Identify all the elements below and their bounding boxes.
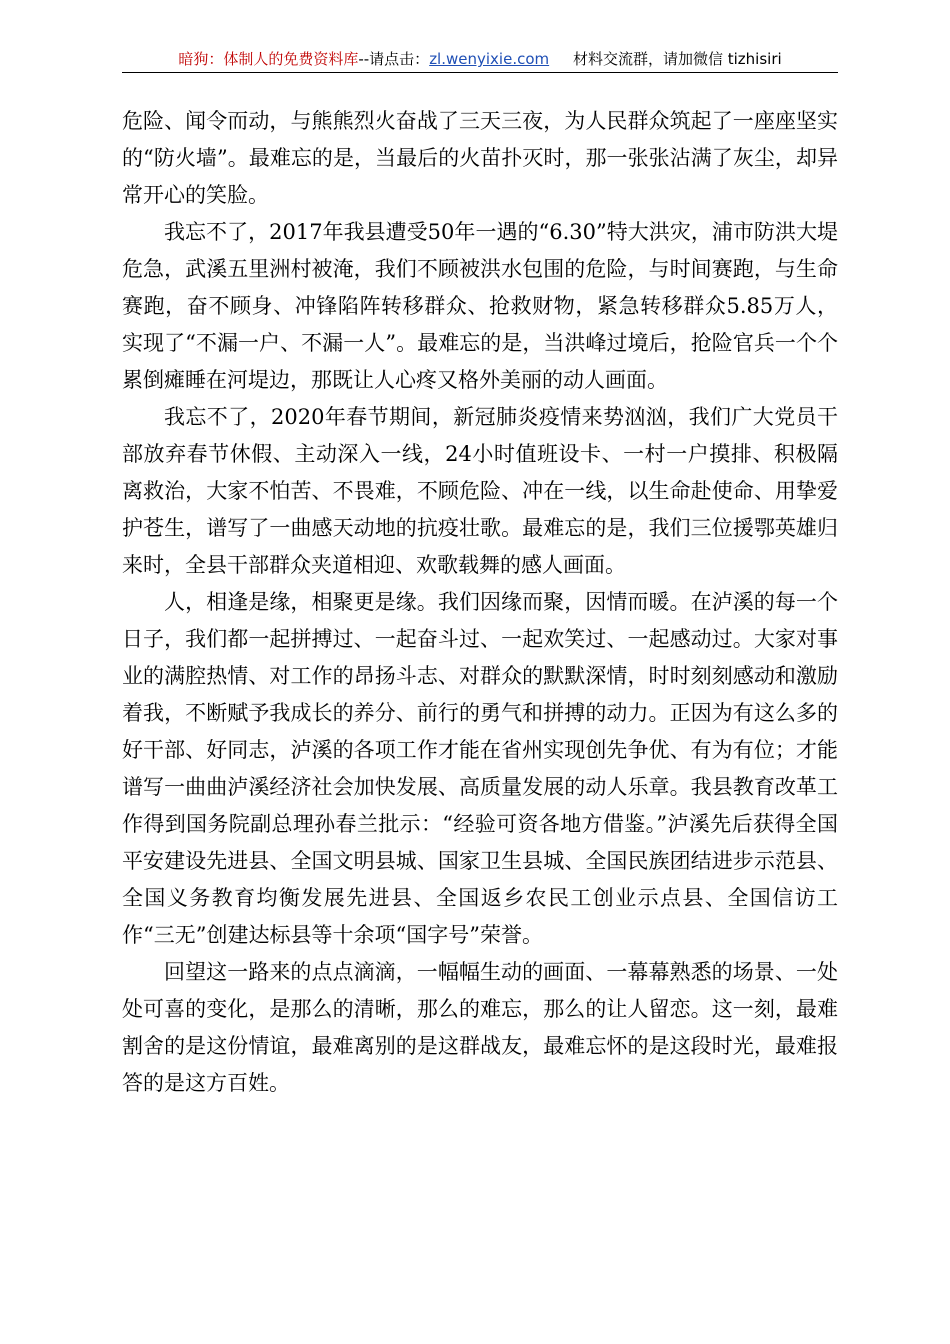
paragraph-1: 危险、闻令而动，与熊熊烈火奋战了三天三夜，为人民群众筑起了一座座坚实的“防火墙”。最难忘的是，当最后的火苗扑灭时，那一张张沾满了灰尘，却异常开心的笑脸。 [122,109,838,207]
paragraph-5: 回望这一路来的点点滴滴，一幅幅生动的画面、一幕幕熟悉的场景、一处处可喜的变化，是那么的清晰，那么的难忘，那么的让人留恋。这一刻，最难割舍的是这份情谊，最难离别的是这群战友，最难忘怀的是这段时光，最难报答的是这方百姓。 [122,960,838,1095]
header-brand: 暗狗：体制人的免费资料库 [178,50,359,68]
page-header [122,46,838,72]
paragraph-4: 人，相逢是缘，相聚更是缘。我们因缘而聚，因情而暖。在泸溪的每一个日子，我们都一起拼搏过、一起奋斗过、一起欢笑过、一起感动过。大家对事业的满腔热情、对工作的昂扬斗志、对群众的默默深情，时时刻刻感动和激励着我，不断赋予我成长的养分、前行的勇气和拼搏的动力。正因为有这么多的好干部、好同志，泸溪的各项工作才能在省州实现创先争优、有为有位；才能谱写一曲曲泸溪经济社会加快发展、高质量发展的动人乐章。我县教育改革工作得到国务院副总理孙春兰批示：“经验可资各地方借鉴。”泸溪先后获得全国平安建设先进县、全国文明县城、国家卫生县城、全国民族团结进步示范县、全国义务教育均衡发展先进县、全国返乡农民工创业示点县、全国信访工作“三无”创建达标县等十余项“国字号”荣誉。 [122,590,838,947]
paragraph-2: 我忘不了，2017年我县遭受50年一遇的“6.30”特大洪灾，浦市防洪大堤危急，武溪五里洲村被淹，我们不顾被洪水包围的危险，与时间赛跑，与生命赛跑，奋不顾身、冲锋陷阵转移群众、抢救财物，紧急转移群众5.85万人，实现了“不漏一户、不漏一人”。最难忘的是，当洪峰过境后，抢险官兵一个个累倒瘫睡在河堤边，那既让人心疼又格外美丽的动人画面。 [122,220,838,392]
header-group-info: 材料交流群，请加微信 tizhisiri [572,50,782,68]
header-link[interactable]: zl.wenyixie.com [429,50,550,68]
paragraph-3: 我忘不了，2020年春节期间，新冠肺炎疫情来势汹汹，我们广大党员干部放弃春节休假、主动深入一线，24小时值班设卡、一村一户摸排、积极隔离救治，大家不怕苦、不畏难，不顾危险、冲在一线，以生命赴使命、用挚爱护苍生，谱写了一曲感天动地的抗疫壮歌。最难忘的是，我们三位援鄂英雄归来时，全县干部群众夹道相迎、欢歌载舞的感人画面。 [122,405,838,577]
header-divider [122,72,838,73]
document-body [122,103,838,1102]
header-separator: --请点击： [358,50,430,68]
